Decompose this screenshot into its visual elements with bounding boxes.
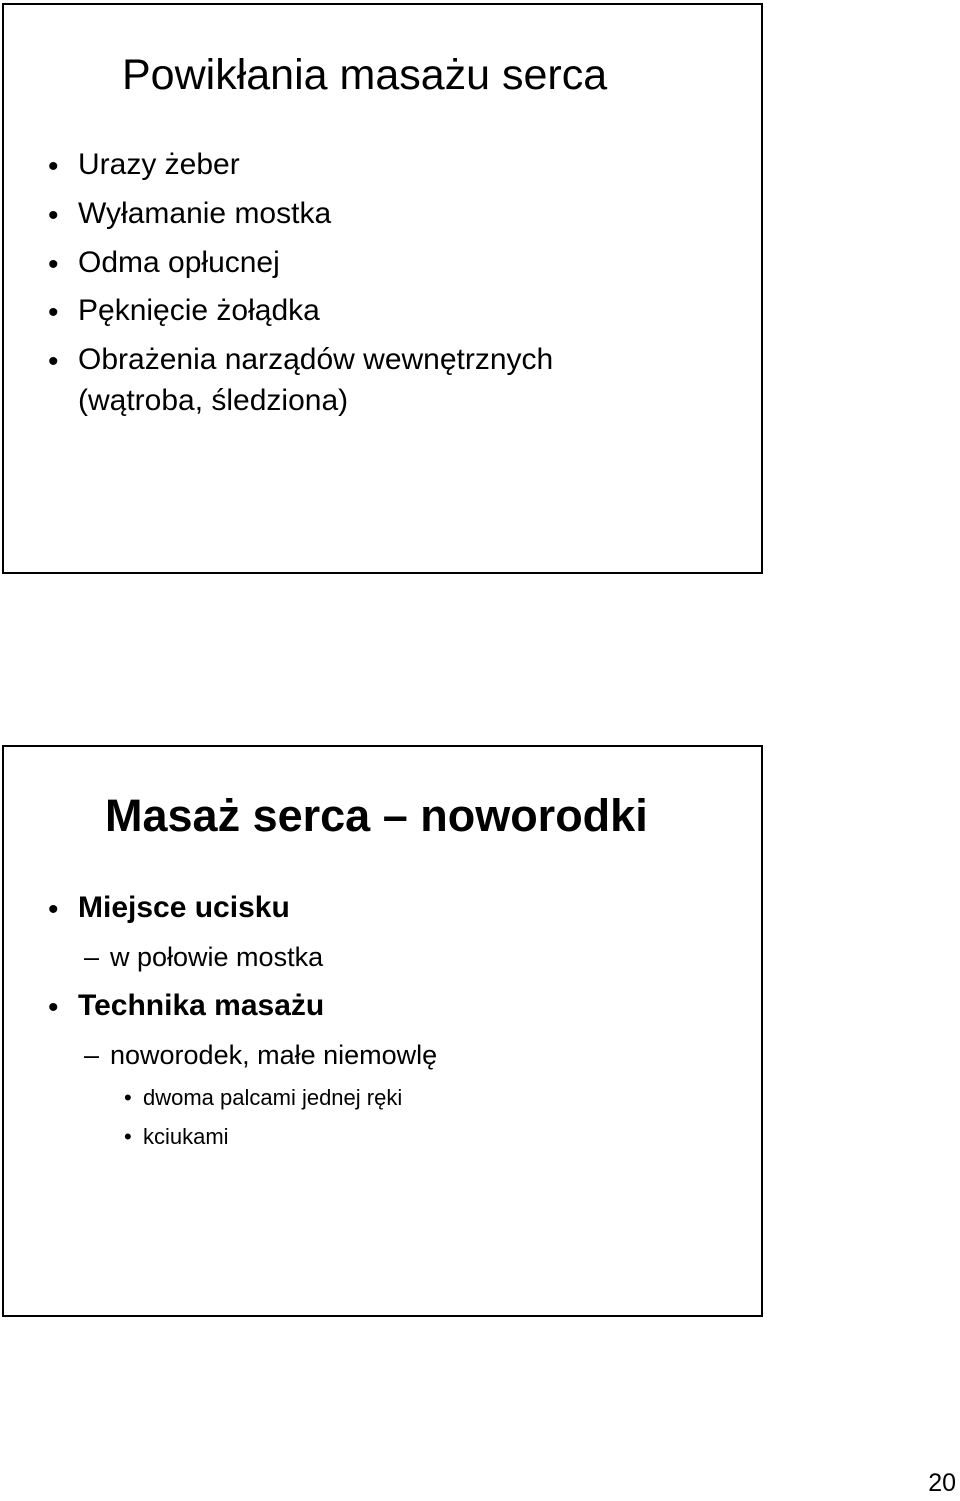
dash-icon: – (84, 942, 100, 972)
list-item: Urazy żeber (78, 148, 240, 181)
slide-title: Powikłania masażu serca (122, 51, 608, 99)
slide-title: Masaż serca – noworodki (105, 790, 648, 841)
slide-masaz-noworodki (2, 745, 763, 1317)
list-item: Odma opłucnej (78, 246, 280, 279)
list-item: Miejsce ucisku (78, 891, 290, 924)
bullet-icon: • (124, 1085, 132, 1110)
bullet-icon: • (48, 345, 59, 378)
list-item: Pęknięcie żołądka (78, 294, 320, 327)
bullet-icon: • (48, 296, 59, 329)
slide-powiklania (2, 3, 763, 574)
bullet-icon: • (48, 248, 59, 281)
bullet-icon: • (48, 893, 59, 926)
list-item: Wyłamanie mostka (78, 197, 332, 230)
list-item: Technika masażu (78, 989, 325, 1022)
page-number: 20 (928, 1469, 956, 1497)
list-item: Obrażenia narządów wewnętrznych (78, 343, 554, 376)
list-subitem: w połowie mostka (110, 942, 324, 972)
bullet-icon: • (48, 150, 59, 183)
dash-icon: – (84, 1040, 100, 1070)
bullet-icon: • (48, 991, 59, 1024)
list-item-continuation: (wątroba, śledziona) (78, 384, 349, 417)
list-subitem: noworodek, małe niemowlę (110, 1040, 438, 1070)
bullet-icon: • (124, 1124, 132, 1149)
list-subsubitem: dwoma palcami jednej ręki (143, 1085, 403, 1110)
bullet-icon: • (48, 199, 59, 232)
list-subsubitem: kciukami (143, 1124, 229, 1149)
